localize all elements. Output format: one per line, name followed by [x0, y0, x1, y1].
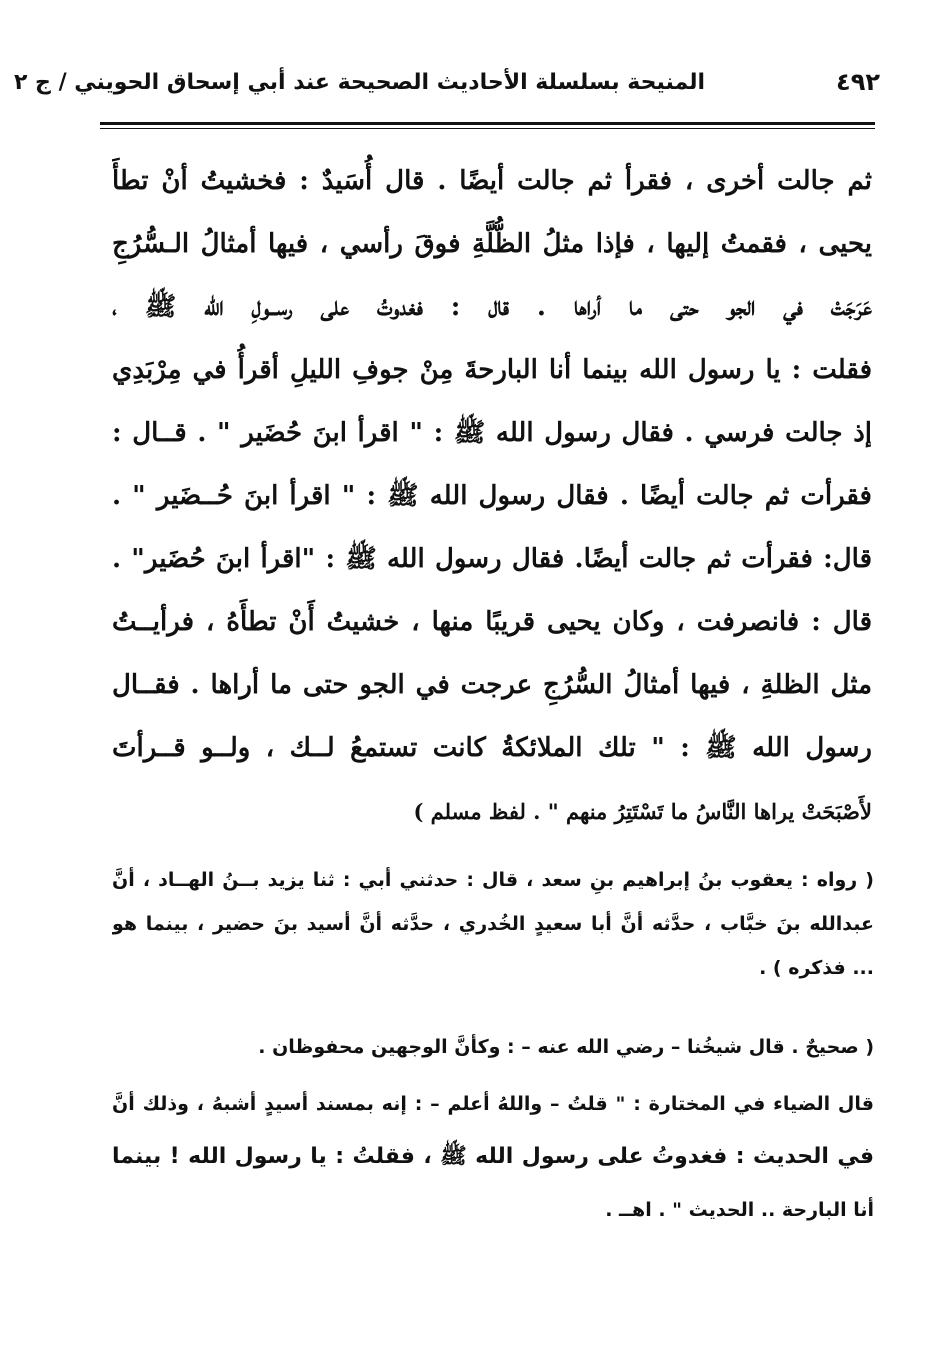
- narration-chain: [112, 858, 874, 990]
- chain-line: ( رواه : يعقوب بنُ إبراهيم بنِ سعد ، قال : حدثني أبي : ثنا يزيد بــنُ الهــاد ، أنَّ: [112, 869, 874, 891]
- chain-line: ... فذكره ) .: [759, 957, 874, 979]
- text-line: رسول الله ﷺ : " تلك الملائكةُ كانت تستمعُ لــك ، ولــو قــرأتَ: [112, 733, 872, 763]
- running-title: المنيحة بسلسلة الأحاديث الصحيحة عند أبي إسحاق الحويني / ج ٢: [13, 70, 705, 95]
- page-number: ٤٩٢: [836, 68, 880, 96]
- diya-quote: [112, 1080, 874, 1234]
- page-header: [13, 64, 880, 124]
- text-line: قال : فانصرفت ، وكان يحيى قريبًا منها ، خشيتُ أَنْ تطأَهُ ، فرأيــتُ: [112, 607, 872, 637]
- header-rule-thin: [100, 128, 875, 129]
- hadith-text: [112, 150, 872, 843]
- text-line: قال: فقرأت ثم جالت أيضًا. فقال رسول الله ﷺ : "اقرأ ابنَ حُضَير" .: [112, 544, 872, 574]
- text-line: لأَصْبَحَتْ يراها النَّاسُ ما تَسْتَتِرُ منهم " . لفظ مسلم ): [413, 799, 872, 824]
- text-line: عَرَجَتْ في الجو حتى ما أراها . قال : فغدوتُ على رســولِ الله ﷺ ،: [112, 292, 872, 322]
- quote-line: قال الضياء في المختارة : " قلتُ – واللهُ أعلم – : إنه بمسند أسيدٍ أشبهُ ، وذلك أنَّ: [112, 1093, 874, 1115]
- text-line: مثل الظلةِ ، فيها أمثالُ السُّرُجِ عرجت في الجو حتى ما أراها . فقــال: [112, 670, 872, 700]
- text-line: فقرأت ثم جالت أيضًا . فقال رسول الله ﷺ : " اقرأ ابنَ حُــضَير " .: [112, 481, 872, 511]
- text-line: إذ جالت فرسي . فقال رسول الله ﷺ : " اقرأ ابنَ حُضَير " . قــال :: [112, 418, 872, 448]
- quote-line: أنا البارحة .. الحديث " . اهــ .: [605, 1199, 874, 1221]
- quote-line: في الحديث : فغدوتُ على رسول الله ﷺ ، فقلتُ : يا رسول الله ! بينما: [112, 1144, 874, 1169]
- chain-line: عبدالله بنَ خبَّاب ، حدَّثه أنَّ أبا سعيدٍ الخُدري ، حدَّثه أنَّ أسيد بنَ حضير ، بينما هو: [112, 913, 874, 935]
- header-rule-thick: [100, 122, 875, 125]
- grading-line: ( صحيحٌ . قال شيخُنا – رضي الله عنه – : وكأنَّ الوجهين محفوظان .: [258, 1036, 874, 1058]
- text-line: يحيى ، فقمتُ إليها ، فإذا مثلُ الظُّلَّةِ فوقَ رأسي ، فيها أمثالُ الـسُّرُجِ: [112, 229, 872, 259]
- grading-note: [112, 1025, 874, 1069]
- text-line: فقلت : يا رسول الله بينما أنا البارحةَ مِنْ جوفِ الليلِ أقرأُ في مِرْبَدِي: [112, 355, 872, 385]
- text-line: ثم جالت أخرى ، فقرأ ثم جالت أيضًا . قال أُسَيدٌ : فخشيتُ أنْ تطأَ: [112, 166, 872, 196]
